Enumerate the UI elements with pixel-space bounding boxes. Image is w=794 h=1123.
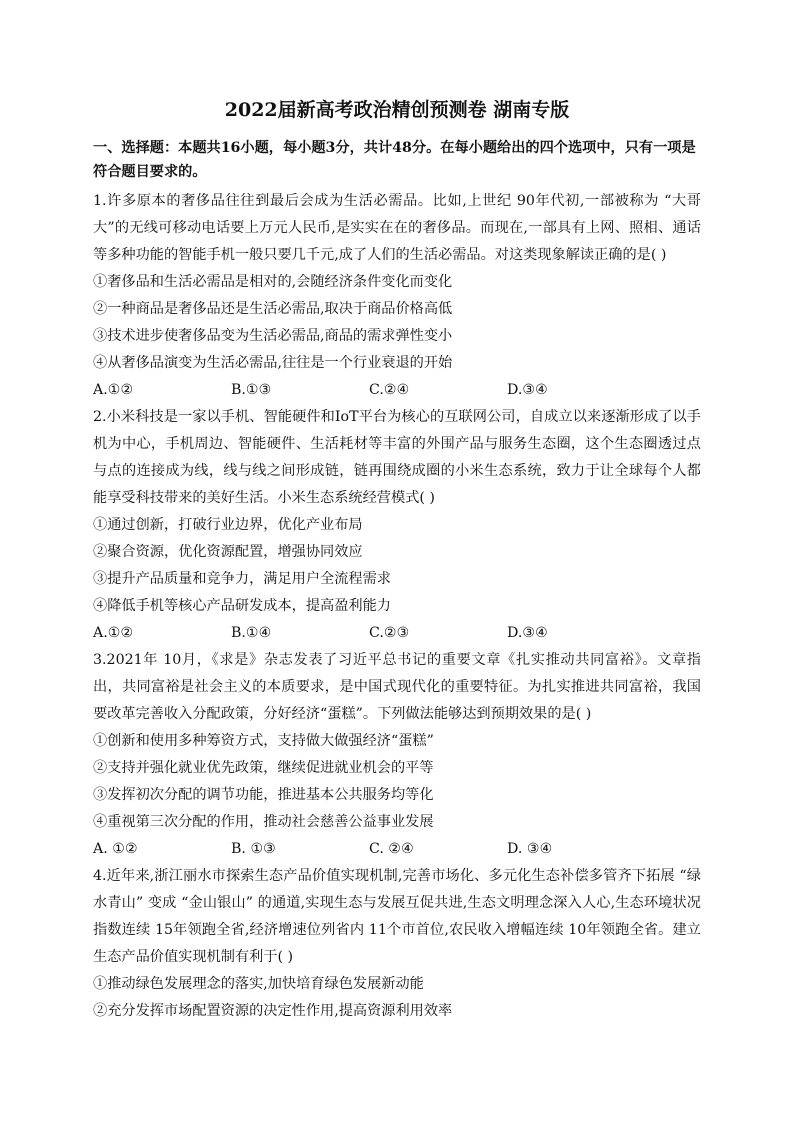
statement-option: ①创新和使用多种筹资方式，支持做大做强经济“蛋糕” bbox=[93, 733, 434, 749]
statement-option: ③提升产品质量和竞争力，满足用户全流程需求 bbox=[93, 571, 391, 587]
statement-option: ②支持并强化就业优先政策，继续促进就业机会的平等 bbox=[93, 760, 434, 776]
statement-option: ④降低手机等核心产品研发成本，提高盈利能力 bbox=[93, 598, 391, 614]
choice-c: C.②③ bbox=[369, 625, 410, 641]
statement-option: ②一种商品是奢侈品还是生活必需品,取决于商品价格高低 bbox=[93, 301, 453, 317]
statement-option: ④重视第三次分配的作用，推动社会慈善公益事业发展 bbox=[93, 814, 434, 830]
choice-c: C.②④ bbox=[369, 382, 410, 398]
question-stem: 4.近年来,浙江丽水市探索生态产品价值实现机制,完善市场化、多元化生态补偿多管齐下拓展 “绿水青山” 变成 “金山银山” 的通道,实现生态与发展互促共进,生态文明理念深入人心,生态环境状况指数连续 15年领跑全省,经济增速位列省内 11个市首位,农民收入增幅连续 10年领跑全省。建立生态产品价值实现机制有利于( ) bbox=[93, 868, 701, 965]
answer-choices bbox=[93, 620, 701, 647]
question-stem: 1.许多原本的奢侈品往往到最后会成为生活必需品。比如,上世纪 90年代初,一部被称为 “大哥大”的无线可移动电话要上万元人民币,是实实在在的奢侈品。而现在,一部具有上网、照相、通话等多种功能的智能手机一般只要几千元,成了人们的生活必需品。对这类现象解读正确的是( ) bbox=[93, 193, 701, 263]
choice-b: B. ①③ bbox=[231, 841, 276, 857]
exam-title: 2022届新高考政治精创预测卷 湖南专版 bbox=[224, 99, 570, 121]
answer-choices bbox=[93, 377, 701, 404]
statement-option: ③技术进步使奢侈品变为生活必需品,商品的需求弹性变小 bbox=[93, 328, 453, 344]
statement-option: ④从奢侈品演变为生活必需品,往往是一个行业衰退的开始 bbox=[93, 355, 453, 371]
choice-b: B.①④ bbox=[231, 625, 272, 641]
choice-c: C. ②④ bbox=[369, 841, 414, 857]
statement-option: ①推动绿色发展理念的落实,加快培育绿色发展新动能 bbox=[93, 976, 424, 992]
question-3 bbox=[93, 647, 701, 863]
question-stem: 2.小米科技是一家以手机、智能硬件和IoT平台为核心的互联网公司，自成立以来逐渐形成了以手机为中心，手机周边、智能硬件、生活耗材等丰富的外围产品与服务生态圈，这个生态圈透过点与点的连接成为线，线与线之间形成链，链再围绕成圈的小米生态系统，致力于让全球每个人都能享受科技带来的美好生活。小米生态系统经营模式( ) bbox=[93, 409, 701, 506]
answer-choices bbox=[93, 836, 701, 863]
statement-option: ③发挥初次分配的调节功能，推进基本公共服务均等化 bbox=[93, 787, 434, 803]
question-4 bbox=[93, 863, 701, 1025]
statement-option: ①奢侈品和生活必需品是相对的,会随经济条件变化而变化 bbox=[93, 274, 453, 290]
choice-d: D.③④ bbox=[507, 625, 548, 641]
choice-a: A.①② bbox=[93, 382, 134, 398]
choice-d: D.③④ bbox=[507, 382, 548, 398]
question-2 bbox=[93, 404, 701, 647]
choice-a: A. ①② bbox=[93, 841, 138, 857]
choice-d: D. ③④ bbox=[507, 841, 553, 857]
question-stem: 3.2021年 10月，《求是》杂志发表了习近平总书记的重要文章《扎实推动共同富裕》。文章指出，共同富裕是社会主义的本质要求，是中国式现代化的重要特征。为扎实推进共同富裕，我国要改革完善收入分配政策，分好经济“蛋糕”。下列做法能够达到预期效果的是( ) bbox=[93, 652, 701, 722]
choice-a: A.①② bbox=[93, 625, 134, 641]
section-heading: 一、选择题：本题共16小题，每小题3分，共计48分。在每小题给出的四个选项中，只有一项是符合题目要求的。 bbox=[93, 140, 696, 180]
choice-b: B.①③ bbox=[231, 382, 272, 398]
statement-option: ②充分发挥市场配置资源的决定性作用,提高资源利用效率 bbox=[93, 1003, 453, 1019]
statement-option: ①通过创新，打破行业边界，优化产业布局 bbox=[93, 517, 363, 533]
statement-option: ②聚合资源，优化资源配置，增强协同效应 bbox=[93, 544, 363, 560]
question-1 bbox=[93, 188, 701, 404]
